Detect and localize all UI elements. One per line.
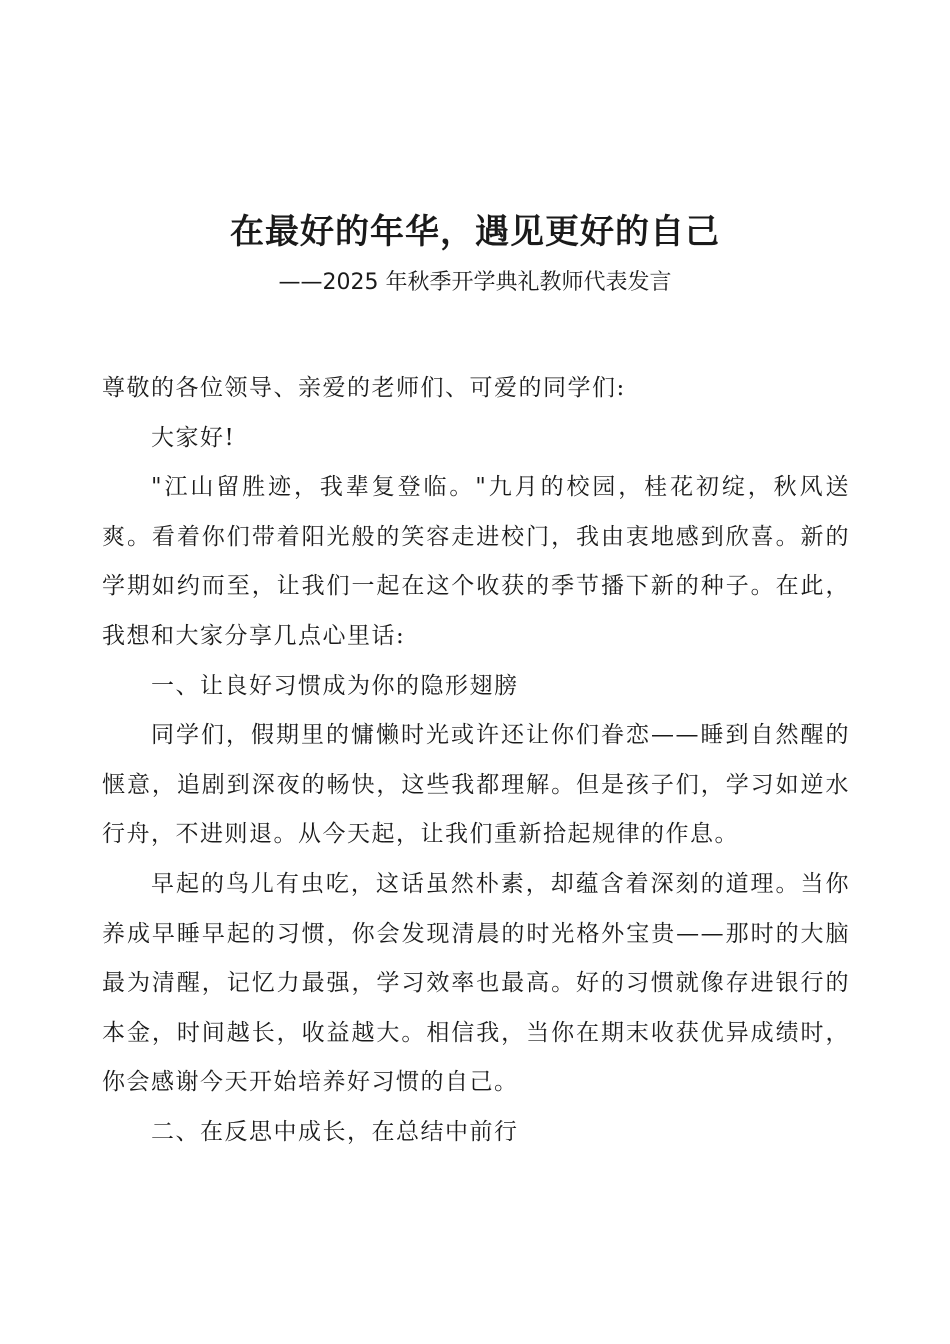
document-title: 在最好的年华，遇见更好的自己 — [230, 212, 720, 252]
document-subtitle: ——2025 年秋季开学典礼教师代表发言 — [278, 270, 672, 295]
section-heading-1: 一、让良好习惯成为你的隐形翅膀 — [151, 672, 519, 699]
greeting: 大家好! — [151, 424, 236, 451]
section-heading-2: 二、在反思中成长，在总结中前行 — [151, 1118, 519, 1145]
paragraph-intro: "江山留胜迹，我辈复登临。"九月的校园，桂花初绽，秋风送爽。看着你们带着阳光般的笑容走进校门，我由衷地感到欣喜。新的学期如约而至，让我们一起在这个收获的季节播下新的种子。在此，我想和大家分享几点心里话: — [102, 474, 850, 649]
paragraph-early-bird: 早起的鸟儿有虫吃，这话虽然朴素，却蕴含着深刻的道理。当你养成早睡早起的习惯，你会发现清晨的时光格外宝贵——那时的大脑最为清醒，记忆力最强，学习效率也最高。好的习惯就像存进银行的本金，时间越长，收益越大。相信我，当你在期末收获优异成绩时，你会感谢今天开始培养好习惯的自己。 — [102, 870, 850, 1096]
paragraph-habits: 同学们，假期里的慵懒时光或许还让你们眷恋——睡到自然醒的惬意，追剧到深夜的畅快，这些我都理解。但是孩子们，学习如逆水行舟，不进则退。从今天起，让我们重新拾起规律的作息。 — [102, 722, 850, 848]
document-body — [102, 364, 850, 1158]
salutation: 尊敬的各位领导、亲爱的老师们、可爱的同学们: — [102, 375, 626, 401]
